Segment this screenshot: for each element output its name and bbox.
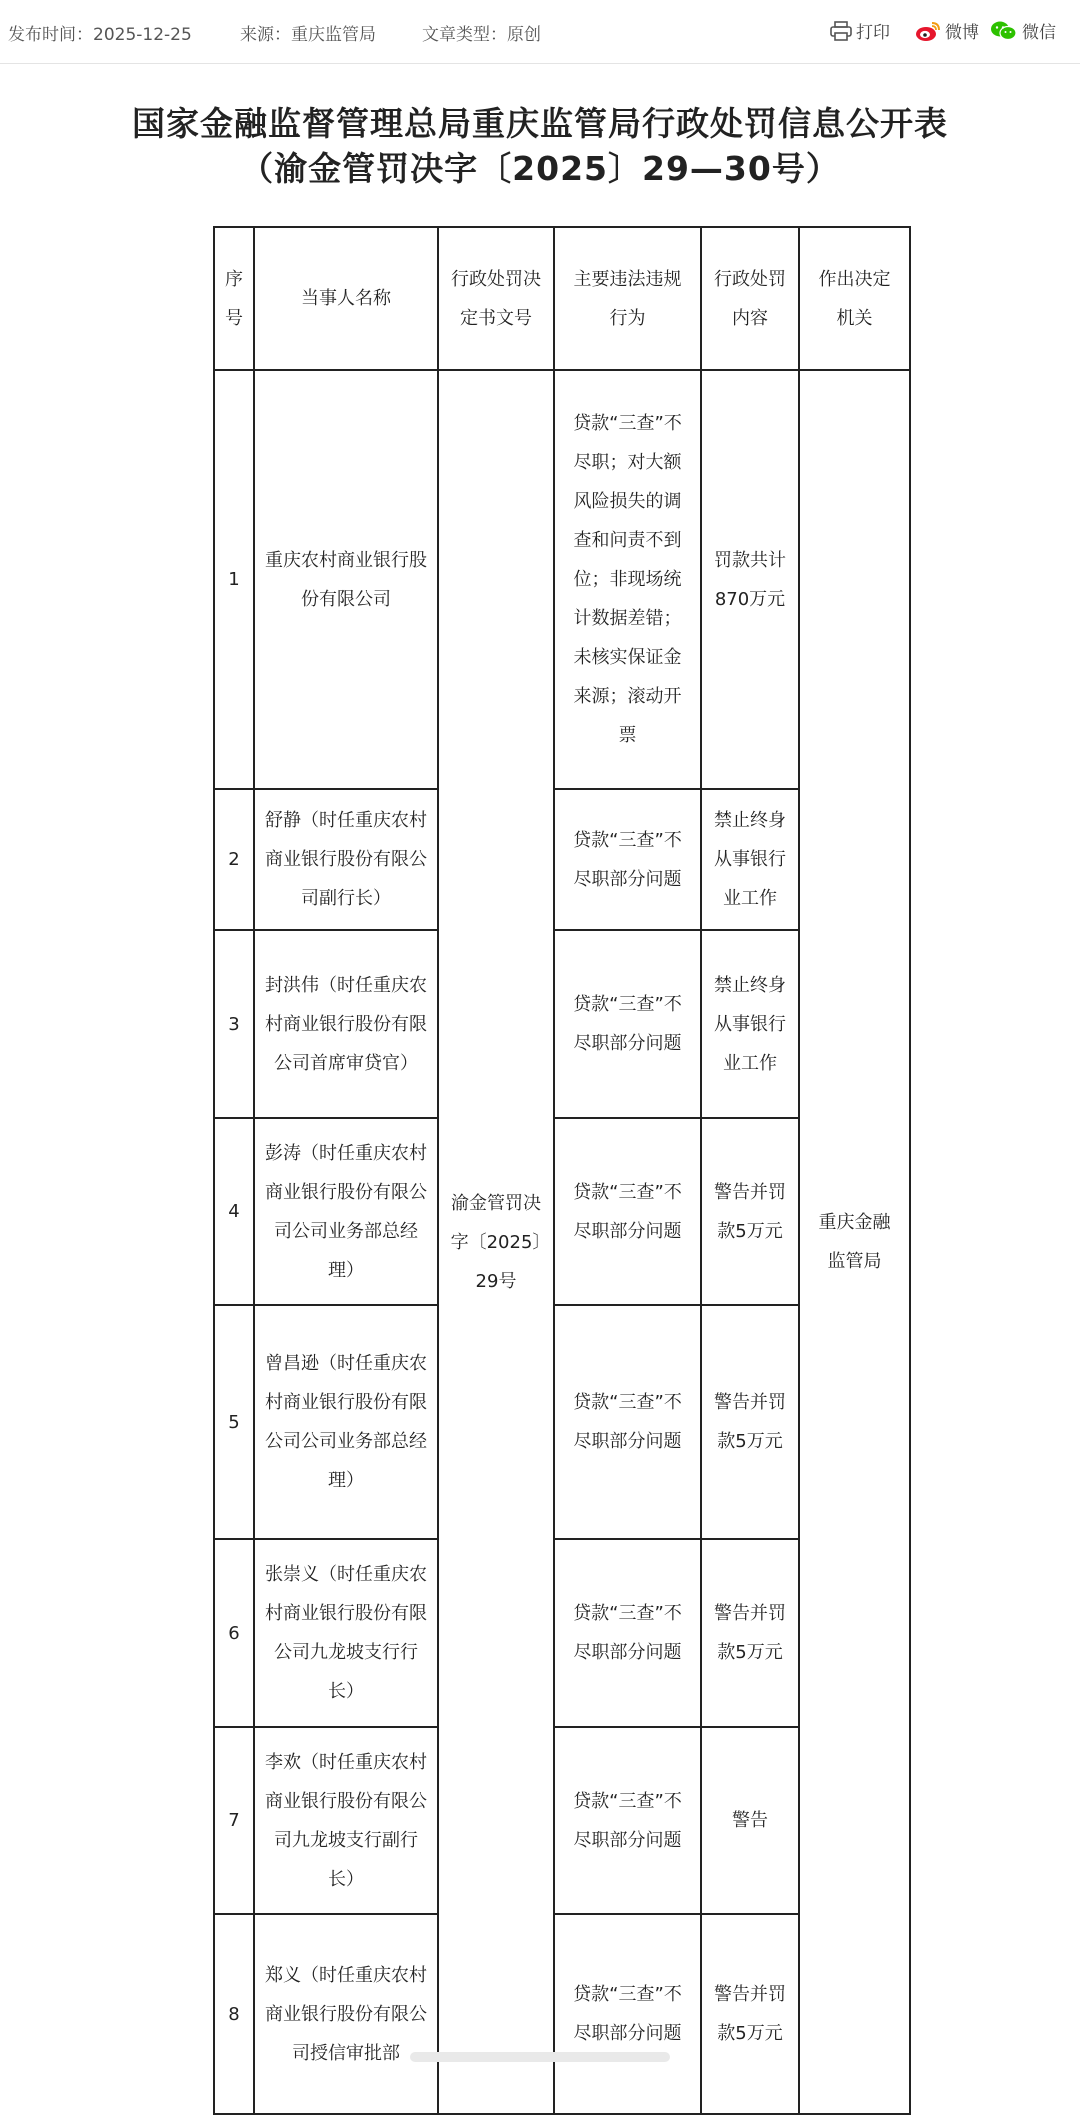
row-violation: 贷款“三查”不尽职部分问题 (554, 789, 701, 930)
header-violation: 主要违法违规行为 (554, 227, 701, 370)
row-seq: 2 (214, 789, 254, 930)
row-party-name: 张崇义（时任重庆农村商业银行股份有限公司九龙坡支行行长） (254, 1539, 438, 1727)
row-penalty: 警告并罚款5万元 (701, 1118, 799, 1305)
page-subtitle: （渝金管罚决字〔2025〕29—30号） (240, 149, 840, 188)
row-seq: 1 (214, 370, 254, 789)
decision-document-number: 渝金管罚决字〔2025〕29号 (438, 370, 554, 2114)
print-label: 打印 (856, 23, 890, 43)
row-violation: 贷款“三查”不尽职部分问题 (554, 1539, 701, 1727)
row-party-name: 曾昌逊（时任重庆农村商业银行股份有限公司公司业务部总经理） (254, 1305, 438, 1539)
decision-authority: 重庆金融监管局 (799, 370, 910, 2114)
row-violation: 贷款“三查”不尽职部分问题 (554, 930, 701, 1118)
row-penalty: 警告 (701, 1727, 799, 1914)
table-header-row (214, 227, 910, 370)
row-party-name: 彭涛（时任重庆农村商业银行股份有限公司公司业务部总经理） (254, 1118, 438, 1305)
wechat-share-button[interactable] (990, 18, 1056, 43)
row-seq: 7 (214, 1727, 254, 1914)
row-penalty: 警告并罚款5万元 (701, 1539, 799, 1727)
page-title: 国家金融监督管理总局重庆监管局行政处罚信息公开表 (132, 104, 948, 143)
header-authority: 作出决定机关 (799, 227, 910, 370)
wechat-label: 微信 (1022, 23, 1056, 43)
row-party-name: 李欢（时任重庆农村商业银行股份有限公司九龙坡支行副行长） (254, 1727, 438, 1914)
header-penalty: 行政处罚内容 (701, 227, 799, 370)
row-party-name: 郑义（时任重庆农村商业银行股份有限公司授信审批部 (254, 1914, 438, 2114)
row-seq: 5 (214, 1305, 254, 1539)
print-button[interactable] (830, 18, 890, 43)
penalty-table (213, 226, 911, 2115)
row-penalty: 警告并罚款5万元 (701, 1914, 799, 2114)
row-violation: 贷款“三查”不尽职部分问题 (554, 1727, 701, 1914)
header-name: 当事人名称 (254, 227, 438, 370)
article-meta-bar (0, 0, 1080, 64)
home-indicator (410, 2052, 670, 2062)
row-party-name: 封洪伟（时任重庆农村商业银行股份有限公司首席审贷官） (254, 930, 438, 1118)
weibo-label: 微博 (945, 23, 979, 43)
printer-icon (830, 21, 852, 41)
article-type: 文章类型：原创 (422, 25, 541, 45)
weibo-share-button[interactable] (915, 18, 979, 43)
article-source: 来源：重庆监管局 (240, 25, 376, 45)
row-penalty: 警告并罚款5万元 (701, 1305, 799, 1539)
row-violation: 贷款“三查”不尽职部分问题 (554, 1305, 701, 1539)
row-violation: 贷款“三查”不尽职部分问题 (554, 1118, 701, 1305)
row-seq: 4 (214, 1118, 254, 1305)
row-violation: 贷款“三查”不尽职；对大额风险损失的调查和问责不到位；非现场统计数据差错；未核实保证金来源；滚动开票 (554, 370, 701, 789)
row-party-name: 舒静（时任重庆农村商业银行股份有限公司副行长） (254, 789, 438, 930)
wechat-icon (990, 20, 1018, 42)
row-penalty: 禁止终身从事银行业工作 (701, 930, 799, 1118)
row-seq: 3 (214, 930, 254, 1118)
publish-date: 发布时间：2025-12-25 (8, 25, 192, 45)
row-seq: 6 (214, 1539, 254, 1727)
row-penalty: 罚款共计870万元 (701, 370, 799, 789)
header-seq: 序号 (214, 227, 254, 370)
row-violation: 贷款“三查”不尽职部分问题 (554, 1914, 701, 2114)
weibo-icon (915, 20, 941, 42)
header-doc-no: 行政处罚决定书文号 (438, 227, 554, 370)
table-row (214, 370, 910, 789)
row-penalty: 禁止终身从事银行业工作 (701, 789, 799, 930)
row-party-name: 重庆农村商业银行股份有限公司 (254, 370, 438, 789)
row-seq: 8 (214, 1914, 254, 2114)
